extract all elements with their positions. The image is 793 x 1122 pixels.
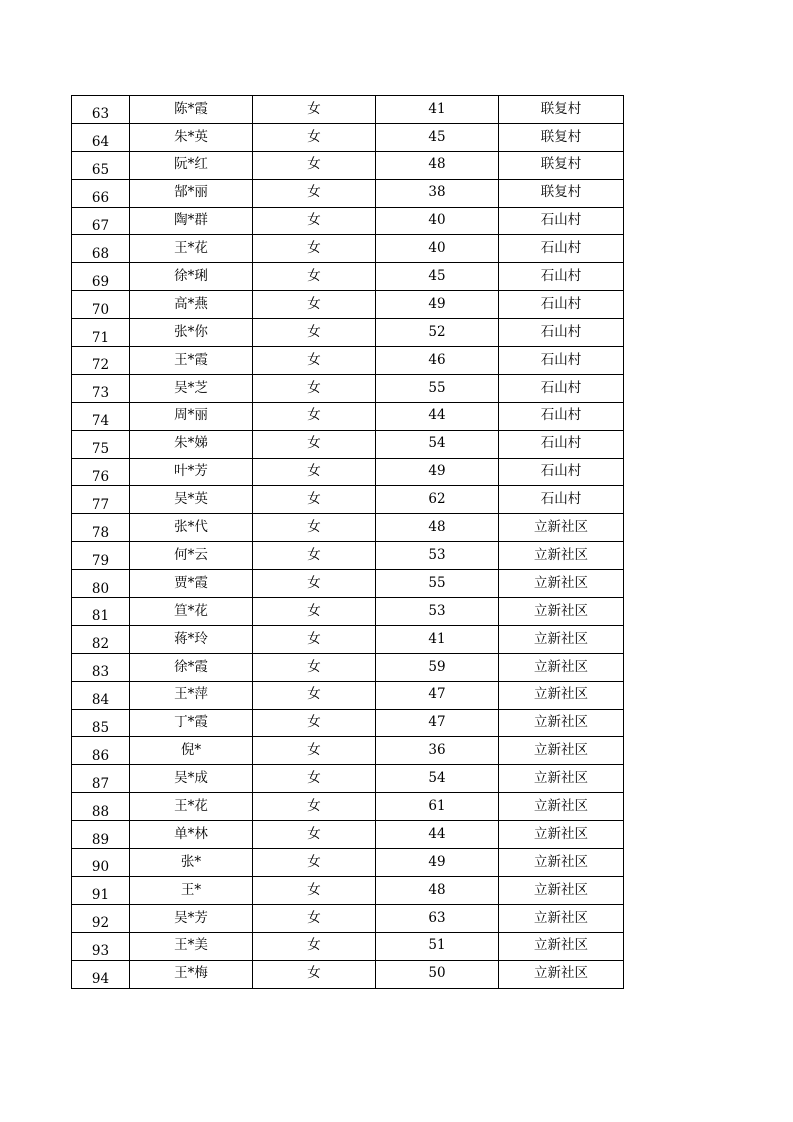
gender-cell: 女 (253, 514, 376, 542)
table-row (72, 402, 624, 430)
gender-cell: 女 (253, 821, 376, 849)
table-row (72, 151, 624, 179)
gender-cell: 女 (253, 430, 376, 458)
table-row (72, 458, 624, 486)
gender-cell: 女 (253, 542, 376, 570)
village-cell: 石山村 (499, 347, 624, 375)
gender-cell: 女 (253, 291, 376, 319)
name-cell: 张*代 (130, 514, 253, 542)
gender-cell: 女 (253, 570, 376, 598)
gender-cell: 女 (253, 849, 376, 877)
name-cell: 王*霞 (130, 347, 253, 375)
row-number-cell: 83 (72, 653, 130, 681)
gender-cell: 女 (253, 179, 376, 207)
gender-cell: 女 (253, 458, 376, 486)
name-cell: 吴*成 (130, 765, 253, 793)
table-row (72, 653, 624, 681)
name-cell: 徐*霞 (130, 653, 253, 681)
age-cell: 47 (376, 709, 499, 737)
age-cell: 48 (376, 151, 499, 179)
village-cell: 立新社区 (499, 570, 624, 598)
row-number-cell: 73 (72, 374, 130, 402)
gender-cell: 女 (253, 765, 376, 793)
age-cell: 44 (376, 402, 499, 430)
age-cell: 49 (376, 849, 499, 877)
row-number-cell: 78 (72, 514, 130, 542)
gender-cell: 女 (253, 960, 376, 988)
table-row (72, 347, 624, 375)
table-row (72, 235, 624, 263)
village-cell: 联复村 (499, 151, 624, 179)
table-row (72, 709, 624, 737)
age-cell: 55 (376, 374, 499, 402)
village-cell: 立新社区 (499, 765, 624, 793)
village-cell: 石山村 (499, 235, 624, 263)
village-cell: 立新社区 (499, 514, 624, 542)
gender-cell: 女 (253, 876, 376, 904)
row-number-cell: 81 (72, 598, 130, 626)
age-cell: 50 (376, 960, 499, 988)
row-number-cell: 68 (72, 235, 130, 263)
village-cell: 联复村 (499, 96, 624, 124)
name-cell: 陶*群 (130, 207, 253, 235)
village-cell: 立新社区 (499, 598, 624, 626)
row-number-cell: 86 (72, 737, 130, 765)
row-number-cell: 91 (72, 876, 130, 904)
age-cell: 52 (376, 319, 499, 347)
village-cell: 立新社区 (499, 542, 624, 570)
age-cell: 59 (376, 653, 499, 681)
gender-cell: 女 (253, 235, 376, 263)
row-number-cell: 84 (72, 681, 130, 709)
age-cell: 47 (376, 681, 499, 709)
village-cell: 立新社区 (499, 681, 624, 709)
gender-cell: 女 (253, 151, 376, 179)
age-cell: 55 (376, 570, 499, 598)
row-number-cell: 70 (72, 291, 130, 319)
gender-cell: 女 (253, 207, 376, 235)
table-row (72, 960, 624, 988)
village-cell: 立新社区 (499, 960, 624, 988)
name-cell: 阮*红 (130, 151, 253, 179)
table-row (72, 849, 624, 877)
name-cell: 王*梅 (130, 960, 253, 988)
age-cell: 40 (376, 207, 499, 235)
row-number-cell: 87 (72, 765, 130, 793)
table-row (72, 821, 624, 849)
table-row (72, 765, 624, 793)
gender-cell: 女 (253, 681, 376, 709)
age-cell: 63 (376, 904, 499, 932)
roster-table (71, 95, 624, 989)
village-cell: 石山村 (499, 402, 624, 430)
table-row (72, 542, 624, 570)
village-cell: 石山村 (499, 486, 624, 514)
row-number-cell: 77 (72, 486, 130, 514)
row-number-cell: 94 (72, 960, 130, 988)
gender-cell: 女 (253, 793, 376, 821)
name-cell: 王*花 (130, 793, 253, 821)
village-cell: 立新社区 (499, 625, 624, 653)
name-cell: 张* (130, 849, 253, 877)
village-cell: 石山村 (499, 430, 624, 458)
village-cell: 立新社区 (499, 849, 624, 877)
gender-cell: 女 (253, 263, 376, 291)
name-cell: 高*燕 (130, 291, 253, 319)
name-cell: 叶*芳 (130, 458, 253, 486)
row-number-cell: 88 (72, 793, 130, 821)
name-cell: 何*云 (130, 542, 253, 570)
age-cell: 48 (376, 876, 499, 904)
table-row (72, 319, 624, 347)
table-row (72, 598, 624, 626)
village-cell: 立新社区 (499, 737, 624, 765)
row-number-cell: 67 (72, 207, 130, 235)
name-cell: 王*美 (130, 932, 253, 960)
age-cell: 53 (376, 598, 499, 626)
name-cell: 吴*英 (130, 486, 253, 514)
table-row (72, 793, 624, 821)
row-number-cell: 69 (72, 263, 130, 291)
gender-cell: 女 (253, 625, 376, 653)
row-number-cell: 85 (72, 709, 130, 737)
table-row (72, 207, 624, 235)
table-row (72, 430, 624, 458)
village-cell: 石山村 (499, 374, 624, 402)
age-cell: 49 (376, 291, 499, 319)
table-row (72, 932, 624, 960)
row-number-cell: 92 (72, 904, 130, 932)
name-cell: 单*林 (130, 821, 253, 849)
table-row (72, 625, 624, 653)
row-number-cell: 74 (72, 402, 130, 430)
row-number-cell: 82 (72, 625, 130, 653)
name-cell: 王*萍 (130, 681, 253, 709)
row-number-cell: 72 (72, 347, 130, 375)
age-cell: 62 (376, 486, 499, 514)
name-cell: 贾*霞 (130, 570, 253, 598)
age-cell: 44 (376, 821, 499, 849)
row-number-cell: 64 (72, 123, 130, 151)
age-cell: 51 (376, 932, 499, 960)
gender-cell: 女 (253, 96, 376, 124)
name-cell: 倪* (130, 737, 253, 765)
age-cell: 53 (376, 542, 499, 570)
row-number-cell: 71 (72, 319, 130, 347)
row-number-cell: 65 (72, 151, 130, 179)
name-cell: 王*花 (130, 235, 253, 263)
name-cell: 蒋*玲 (130, 625, 253, 653)
village-cell: 联复村 (499, 179, 624, 207)
row-number-cell: 93 (72, 932, 130, 960)
table-row (72, 123, 624, 151)
age-cell: 40 (376, 235, 499, 263)
roster-table-body (72, 96, 624, 989)
village-cell: 立新社区 (499, 932, 624, 960)
row-number-cell: 66 (72, 179, 130, 207)
row-number-cell: 90 (72, 849, 130, 877)
table-row (72, 374, 624, 402)
village-cell: 立新社区 (499, 653, 624, 681)
name-cell: 朱*英 (130, 123, 253, 151)
name-cell: 笪*花 (130, 598, 253, 626)
age-cell: 48 (376, 514, 499, 542)
village-cell: 立新社区 (499, 876, 624, 904)
table-row (72, 514, 624, 542)
name-cell: 张*你 (130, 319, 253, 347)
name-cell: 陈*霞 (130, 96, 253, 124)
age-cell: 45 (376, 123, 499, 151)
name-cell: 吴*芝 (130, 374, 253, 402)
gender-cell: 女 (253, 486, 376, 514)
name-cell: 徐*琍 (130, 263, 253, 291)
village-cell: 石山村 (499, 263, 624, 291)
age-cell: 38 (376, 179, 499, 207)
table-row (72, 291, 624, 319)
gender-cell: 女 (253, 904, 376, 932)
table-row (72, 179, 624, 207)
table-row (72, 737, 624, 765)
name-cell: 丁*霞 (130, 709, 253, 737)
village-cell: 联复村 (499, 123, 624, 151)
table-row (72, 904, 624, 932)
village-cell: 立新社区 (499, 793, 624, 821)
age-cell: 45 (376, 263, 499, 291)
age-cell: 54 (376, 765, 499, 793)
age-cell: 41 (376, 625, 499, 653)
village-cell: 立新社区 (499, 709, 624, 737)
table-row (72, 570, 624, 598)
age-cell: 61 (376, 793, 499, 821)
table-row (72, 681, 624, 709)
gender-cell: 女 (253, 374, 376, 402)
gender-cell: 女 (253, 932, 376, 960)
name-cell: 周*丽 (130, 402, 253, 430)
table-row (72, 263, 624, 291)
age-cell: 41 (376, 96, 499, 124)
age-cell: 46 (376, 347, 499, 375)
name-cell: 郜*丽 (130, 179, 253, 207)
village-cell: 立新社区 (499, 904, 624, 932)
row-number-cell: 76 (72, 458, 130, 486)
gender-cell: 女 (253, 319, 376, 347)
gender-cell: 女 (253, 347, 376, 375)
gender-cell: 女 (253, 737, 376, 765)
table-row (72, 876, 624, 904)
village-cell: 石山村 (499, 291, 624, 319)
village-cell: 立新社区 (499, 821, 624, 849)
gender-cell: 女 (253, 598, 376, 626)
row-number-cell: 80 (72, 570, 130, 598)
gender-cell: 女 (253, 709, 376, 737)
gender-cell: 女 (253, 402, 376, 430)
age-cell: 54 (376, 430, 499, 458)
name-cell: 吴*芳 (130, 904, 253, 932)
village-cell: 石山村 (499, 319, 624, 347)
name-cell: 王* (130, 876, 253, 904)
age-cell: 36 (376, 737, 499, 765)
gender-cell: 女 (253, 123, 376, 151)
table-row (72, 96, 624, 124)
table-row (72, 486, 624, 514)
row-number-cell: 63 (72, 96, 130, 124)
age-cell: 49 (376, 458, 499, 486)
village-cell: 石山村 (499, 207, 624, 235)
name-cell: 朱*娣 (130, 430, 253, 458)
row-number-cell: 79 (72, 542, 130, 570)
row-number-cell: 89 (72, 821, 130, 849)
village-cell: 石山村 (499, 458, 624, 486)
gender-cell: 女 (253, 653, 376, 681)
row-number-cell: 75 (72, 430, 130, 458)
